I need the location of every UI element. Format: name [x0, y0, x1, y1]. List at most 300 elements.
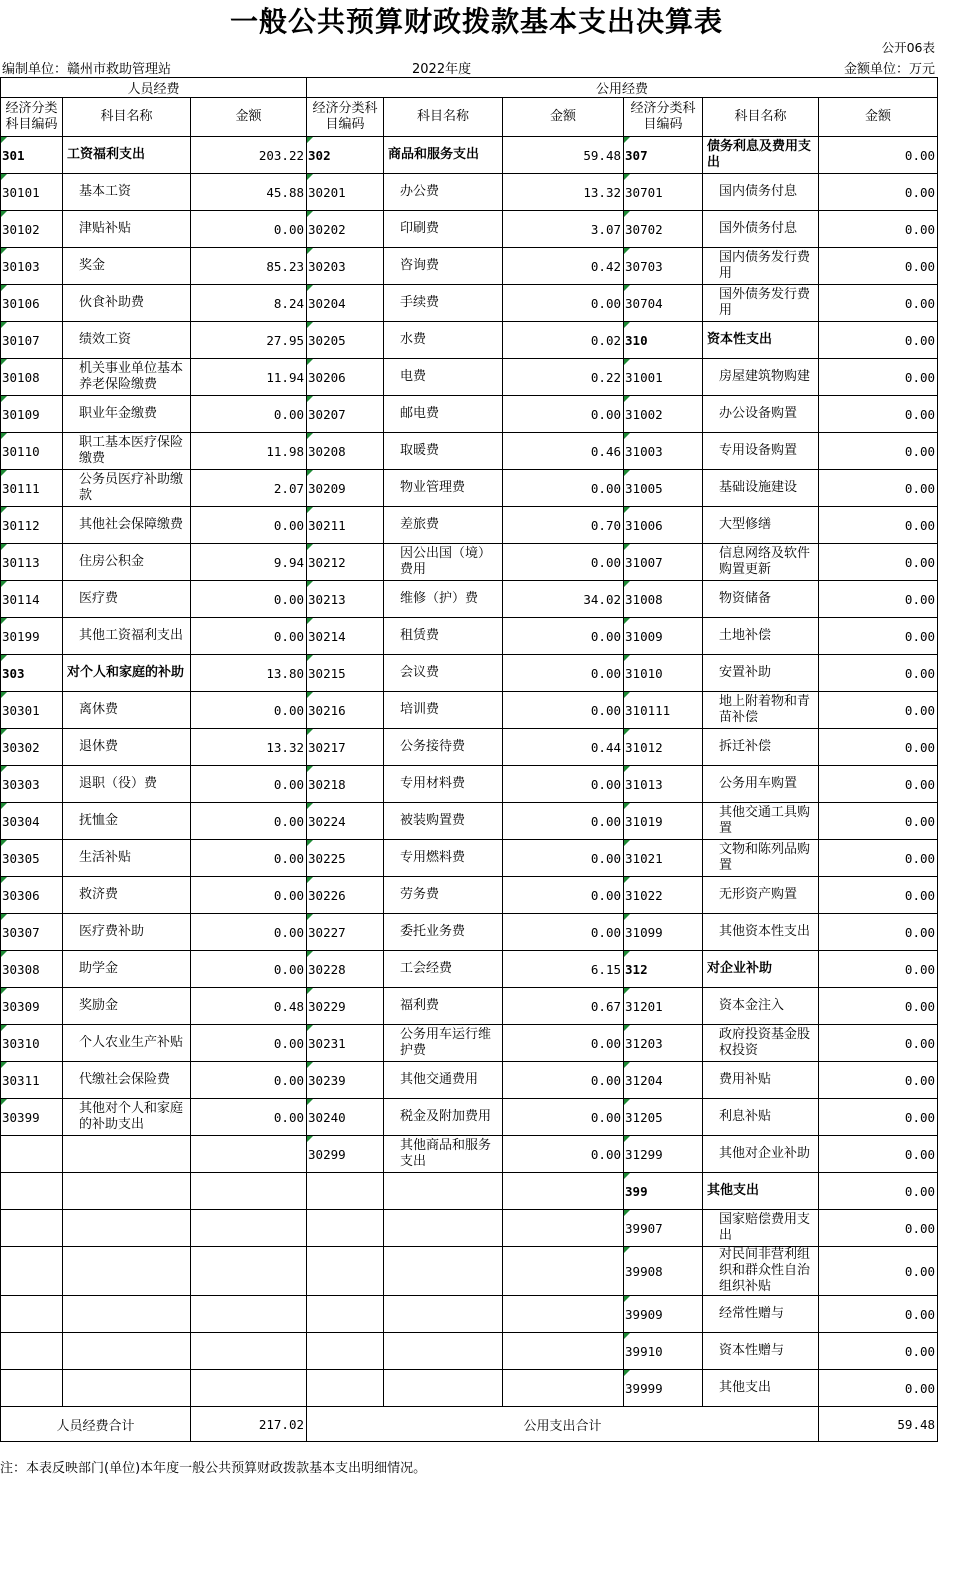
economic-code-cell: 39908	[624, 1247, 703, 1296]
amount-cell: 0.00	[191, 211, 307, 248]
item-name-cell	[384, 1333, 503, 1370]
table-row	[1, 211, 938, 248]
economic-code-cell: 30211	[307, 507, 384, 544]
item-name-cell: 其他商品和服务支出	[384, 1136, 503, 1173]
amount-cell: 0.00	[191, 507, 307, 544]
amount-cell: 0.00	[191, 1062, 307, 1099]
item-name-cell	[63, 1247, 191, 1296]
item-name-cell	[384, 1247, 503, 1296]
amount-cell: 0.00	[819, 914, 938, 951]
amount-cell: 0.00	[503, 655, 624, 692]
amount-cell: 0.00	[191, 396, 307, 433]
economic-code-cell	[1, 1173, 63, 1210]
table-row	[1, 507, 938, 544]
economic-code-cell: 30240	[307, 1099, 384, 1136]
item-name-cell: 工资福利支出	[63, 137, 191, 174]
item-name-cell: 助学金	[63, 951, 191, 988]
amount-cell: 0.70	[503, 507, 624, 544]
economic-code-cell: 30227	[307, 914, 384, 951]
table-row	[1, 803, 938, 840]
item-name-cell: 经常性赠与	[703, 1296, 819, 1333]
economic-code-cell: 30209	[307, 470, 384, 507]
amount-cell: 0.00	[819, 1025, 938, 1062]
item-name-cell: 信息网络及软件购置更新	[703, 544, 819, 581]
item-name-cell: 基础设施建设	[703, 470, 819, 507]
amount-cell: 11.94	[191, 359, 307, 396]
report-meta	[0, 56, 953, 76]
item-name-cell: 其他对个人和家庭的补助支出	[63, 1099, 191, 1136]
economic-code-cell: 301	[1, 137, 63, 174]
item-name-cell: 医疗费补助	[63, 914, 191, 951]
amount-cell: 0.00	[191, 581, 307, 618]
amount-cell: 0.00	[503, 618, 624, 655]
economic-code-cell: 30208	[307, 433, 384, 470]
table-row	[1, 951, 938, 988]
item-name-cell: 奖金	[63, 248, 191, 285]
item-name-cell: 租赁费	[384, 618, 503, 655]
economic-code-cell: 30226	[307, 877, 384, 914]
table-row	[1, 988, 938, 1025]
table-row	[1, 1210, 938, 1247]
table-row	[1, 544, 938, 581]
item-name-cell: 委托业务费	[384, 914, 503, 951]
economic-code-cell	[1, 1333, 63, 1370]
item-name-cell: 资本金注入	[703, 988, 819, 1025]
item-name-cell: 退职（役）费	[63, 766, 191, 803]
item-name-cell: 公务员医疗补助缴款	[63, 470, 191, 507]
amount-cell: 0.00	[819, 1210, 938, 1247]
item-name-cell: 房屋建筑物购建	[703, 359, 819, 396]
economic-code-cell	[307, 1370, 384, 1407]
item-name-cell: 电费	[384, 359, 503, 396]
economic-code-cell: 30399	[1, 1099, 63, 1136]
item-name-cell: 其他支出	[703, 1173, 819, 1210]
item-name-cell: 维修（护）费	[384, 581, 503, 618]
amount-cell: 0.00	[819, 877, 938, 914]
item-name-cell: 资本性赠与	[703, 1333, 819, 1370]
amount-cell: 85.23	[191, 248, 307, 285]
economic-code-cell: 30216	[307, 692, 384, 729]
table-row	[1, 396, 938, 433]
economic-code-cell: 30215	[307, 655, 384, 692]
economic-code-cell: 30231	[307, 1025, 384, 1062]
item-name-cell	[384, 1210, 503, 1247]
economic-code-cell: 30304	[1, 803, 63, 840]
item-name-cell: 对企业补助	[703, 951, 819, 988]
item-name-cell: 其他支出	[703, 1370, 819, 1407]
economic-code-cell: 30302	[1, 729, 63, 766]
item-name-cell: 其他交通费用	[384, 1062, 503, 1099]
amount-cell: 0.00	[503, 1099, 624, 1136]
item-name-cell: 水费	[384, 322, 503, 359]
item-name-cell: 离休费	[63, 692, 191, 729]
amount-cell: 0.46	[503, 433, 624, 470]
amount-cell	[503, 1296, 624, 1333]
amount-cell: 0.00	[819, 507, 938, 544]
table-row	[1, 1062, 938, 1099]
amount-unit: 金额单位：万元	[843, 62, 935, 77]
economic-code-cell: 30203	[307, 248, 384, 285]
item-name-cell: 其他对企业补助	[703, 1136, 819, 1173]
amount-cell: 13.80	[191, 655, 307, 692]
amount-cell: 59.48	[503, 137, 624, 174]
item-name-cell: 办公设备购置	[703, 396, 819, 433]
economic-code-cell: 31009	[624, 618, 703, 655]
economic-code-cell: 30206	[307, 359, 384, 396]
amount-cell: 0.02	[503, 322, 624, 359]
item-name-cell: 绩效工资	[63, 322, 191, 359]
amount-cell	[191, 1296, 307, 1333]
economic-code-cell: 310111	[624, 692, 703, 729]
item-name-cell: 邮电费	[384, 396, 503, 433]
header-amount: 金额	[503, 98, 624, 137]
amount-cell: 0.00	[819, 729, 938, 766]
economic-code-cell: 31019	[624, 803, 703, 840]
economic-code-cell: 30224	[307, 803, 384, 840]
amount-cell: 0.00	[503, 692, 624, 729]
amount-cell: 0.00	[819, 655, 938, 692]
amount-cell	[191, 1173, 307, 1210]
amount-cell: 0.67	[503, 988, 624, 1025]
amount-cell	[503, 1247, 624, 1296]
item-name-cell: 债务利息及费用支出	[703, 137, 819, 174]
economic-code-cell: 30205	[307, 322, 384, 359]
item-name-cell: 对民间非营利组织和群众性自治组织补贴	[703, 1247, 819, 1296]
economic-code-cell: 30110	[1, 433, 63, 470]
economic-code-cell	[307, 1333, 384, 1370]
item-name-cell: 国内债务发行费用	[703, 248, 819, 285]
amount-cell	[191, 1136, 307, 1173]
amount-cell: 0.00	[191, 840, 307, 877]
economic-code-cell: 30102	[1, 211, 63, 248]
amount-cell: 0.00	[819, 951, 938, 988]
amount-cell: 0.00	[191, 803, 307, 840]
amount-cell: 0.00	[819, 1247, 938, 1296]
economic-code-cell: 30199	[1, 618, 63, 655]
totals-row	[1, 1407, 938, 1442]
amount-cell: 13.32	[191, 729, 307, 766]
personnel-total-label: 人员经费合计	[1, 1407, 191, 1442]
amount-cell: 34.02	[503, 581, 624, 618]
amount-cell: 0.00	[191, 877, 307, 914]
table-row	[1, 137, 938, 174]
economic-code-cell: 30101	[1, 174, 63, 211]
amount-cell: 11.98	[191, 433, 307, 470]
economic-code-cell: 30214	[307, 618, 384, 655]
item-name-cell: 其他工资福利支出	[63, 618, 191, 655]
item-name-cell: 资本性支出	[703, 322, 819, 359]
header-name: 科目名称	[703, 98, 819, 137]
item-name-cell	[63, 1296, 191, 1333]
amount-cell: 0.00	[503, 877, 624, 914]
item-name-cell: 公务用车购置	[703, 766, 819, 803]
table-row	[1, 655, 938, 692]
item-name-cell: 奖励金	[63, 988, 191, 1025]
item-name-cell: 差旅费	[384, 507, 503, 544]
economic-code-cell: 31003	[624, 433, 703, 470]
header-name: 科目名称	[63, 98, 191, 137]
amount-cell: 0.00	[503, 1136, 624, 1173]
table-row	[1, 174, 938, 211]
economic-code-cell	[307, 1210, 384, 1247]
economic-code-cell	[1, 1136, 63, 1173]
header-amount: 金额	[191, 98, 307, 137]
amount-cell: 0.00	[503, 396, 624, 433]
item-name-cell: 土地补偿	[703, 618, 819, 655]
amount-cell: 0.00	[503, 285, 624, 322]
item-name-cell	[63, 1333, 191, 1370]
economic-code-cell: 31010	[624, 655, 703, 692]
amount-cell: 0.00	[819, 1099, 938, 1136]
economic-code-cell: 307	[624, 137, 703, 174]
economic-code-cell: 30239	[307, 1062, 384, 1099]
item-name-cell: 被装购置费	[384, 803, 503, 840]
item-name-cell: 国外债务付息	[703, 211, 819, 248]
item-name-cell: 福利费	[384, 988, 503, 1025]
item-name-cell: 培训费	[384, 692, 503, 729]
item-name-cell: 手续费	[384, 285, 503, 322]
item-name-cell: 救济费	[63, 877, 191, 914]
economic-code-cell: 30703	[624, 248, 703, 285]
fiscal-year: 2022年度	[412, 62, 472, 77]
item-name-cell: 专用设备购置	[703, 433, 819, 470]
public-total-label: 公用支出合计	[307, 1407, 819, 1442]
table-row	[1, 1296, 938, 1333]
amount-cell: 0.00	[819, 803, 938, 840]
economic-code-cell: 312	[624, 951, 703, 988]
amount-cell: 0.00	[503, 803, 624, 840]
economic-code-cell: 31005	[624, 470, 703, 507]
amount-cell: 27.95	[191, 322, 307, 359]
header-code: 经济分类科目编码	[624, 98, 703, 137]
amount-cell	[191, 1247, 307, 1296]
item-name-cell: 基本工资	[63, 174, 191, 211]
economic-code-cell: 30201	[307, 174, 384, 211]
economic-code-cell: 30303	[1, 766, 63, 803]
item-name-cell: 印刷费	[384, 211, 503, 248]
amount-cell: 0.42	[503, 248, 624, 285]
economic-code-cell: 30306	[1, 877, 63, 914]
amount-cell: 0.00	[503, 914, 624, 951]
item-name-cell: 因公出国（境）费用	[384, 544, 503, 581]
item-name-cell: 拆迁补偿	[703, 729, 819, 766]
amount-cell: 0.00	[819, 1370, 938, 1407]
amount-cell: 0.00	[819, 433, 938, 470]
economic-code-cell: 30217	[307, 729, 384, 766]
economic-code-cell: 399	[624, 1173, 703, 1210]
table-row	[1, 470, 938, 507]
economic-code-cell	[1, 1296, 63, 1333]
table-row	[1, 1025, 938, 1062]
economic-code-cell: 30113	[1, 544, 63, 581]
amount-cell: 0.00	[819, 470, 938, 507]
item-name-cell: 生活补贴	[63, 840, 191, 877]
amount-cell: 203.22	[191, 137, 307, 174]
item-name-cell: 个人农业生产补贴	[63, 1025, 191, 1062]
economic-code-cell: 31022	[624, 877, 703, 914]
economic-code-cell: 39907	[624, 1210, 703, 1247]
amount-cell: 0.00	[819, 544, 938, 581]
amount-cell: 0.00	[191, 766, 307, 803]
economic-code-cell: 39910	[624, 1333, 703, 1370]
economic-code-cell	[307, 1247, 384, 1296]
item-name-cell: 无形资产购置	[703, 877, 819, 914]
item-name-cell: 地上附着物和青苗补偿	[703, 692, 819, 729]
report-title: 一般公共预算财政拨款基本支出决算表	[229, 5, 723, 38]
amount-cell: 0.00	[503, 1025, 624, 1062]
amount-cell: 0.00	[819, 322, 938, 359]
item-name-cell: 大型修缮	[703, 507, 819, 544]
item-name-cell: 专用材料费	[384, 766, 503, 803]
item-name-cell: 机关事业单位基本养老保险缴费	[63, 359, 191, 396]
table-row	[1, 729, 938, 766]
item-name-cell: 办公费	[384, 174, 503, 211]
item-name-cell: 政府投资基金股权投资	[703, 1025, 819, 1062]
amount-cell: 0.00	[819, 1062, 938, 1099]
amount-cell: 0.00	[819, 248, 938, 285]
item-name-cell: 职工基本医疗保险缴费	[63, 433, 191, 470]
economic-code-cell: 31012	[624, 729, 703, 766]
economic-code-cell: 30107	[1, 322, 63, 359]
amount-cell	[191, 1370, 307, 1407]
economic-code-cell: 31201	[624, 988, 703, 1025]
public-total-amount: 59.48	[819, 1407, 938, 1442]
personnel-total-amount: 217.02	[191, 1407, 307, 1442]
amount-cell: 0.22	[503, 359, 624, 396]
economic-code-cell: 30309	[1, 988, 63, 1025]
item-name-cell: 对个人和家庭的补助	[63, 655, 191, 692]
amount-cell	[503, 1333, 624, 1370]
amount-cell: 0.00	[503, 544, 624, 581]
economic-code-cell: 31002	[624, 396, 703, 433]
economic-code-cell: 31299	[624, 1136, 703, 1173]
table-row	[1, 1333, 938, 1370]
amount-cell: 0.00	[503, 840, 624, 877]
table-row	[1, 322, 938, 359]
economic-code-cell	[307, 1296, 384, 1333]
amount-cell: 45.88	[191, 174, 307, 211]
amount-cell: 0.00	[819, 1333, 938, 1370]
economic-code-cell: 30311	[1, 1062, 63, 1099]
amount-cell	[191, 1210, 307, 1247]
amount-cell: 0.00	[191, 951, 307, 988]
item-name-cell: 其他资本性支出	[703, 914, 819, 951]
amount-cell: 0.00	[819, 359, 938, 396]
table-row	[1, 285, 938, 322]
economic-code-cell: 30704	[624, 285, 703, 322]
item-name-cell: 国外债务发行费用	[703, 285, 819, 322]
item-name-cell	[63, 1370, 191, 1407]
item-name-cell: 国家赔偿费用支出	[703, 1210, 819, 1247]
amount-cell: 0.00	[819, 988, 938, 1025]
item-name-cell: 文物和陈列品购置	[703, 840, 819, 877]
economic-code-cell	[1, 1210, 63, 1247]
table-row	[1, 581, 938, 618]
table-row	[1, 692, 938, 729]
amount-cell: 0.00	[191, 1099, 307, 1136]
table-row	[1, 433, 938, 470]
economic-code-cell: 31006	[624, 507, 703, 544]
item-name-cell: 费用补贴	[703, 1062, 819, 1099]
amount-cell: 0.00	[503, 1062, 624, 1099]
economic-code-cell: 30207	[307, 396, 384, 433]
item-name-cell: 咨询费	[384, 248, 503, 285]
amount-cell	[503, 1210, 624, 1247]
economic-code-cell: 303	[1, 655, 63, 692]
amount-cell: 13.32	[503, 174, 624, 211]
item-name-cell: 国内债务付息	[703, 174, 819, 211]
amount-cell: 0.00	[819, 285, 938, 322]
amount-cell: 0.48	[191, 988, 307, 1025]
item-name-cell: 职业年金缴费	[63, 396, 191, 433]
amount-cell: 0.00	[819, 618, 938, 655]
economic-code-cell: 30212	[307, 544, 384, 581]
sheet-number: 公开06表	[881, 40, 935, 55]
table-row	[1, 840, 938, 877]
item-name-cell: 物业管理费	[384, 470, 503, 507]
item-name-cell: 住房公积金	[63, 544, 191, 581]
amount-cell: 0.00	[191, 692, 307, 729]
amount-cell: 0.00	[191, 618, 307, 655]
economic-code-cell: 30106	[1, 285, 63, 322]
economic-code-cell: 30103	[1, 248, 63, 285]
table-row	[1, 1099, 938, 1136]
item-name-cell: 公务接待费	[384, 729, 503, 766]
item-name-cell: 税金及附加费用	[384, 1099, 503, 1136]
table-row	[1, 618, 938, 655]
item-name-cell	[384, 1370, 503, 1407]
economic-code-cell: 30307	[1, 914, 63, 951]
economic-code-cell: 30111	[1, 470, 63, 507]
economic-code-cell: 30301	[1, 692, 63, 729]
amount-cell: 8.24	[191, 285, 307, 322]
economic-code-cell: 39909	[624, 1296, 703, 1333]
economic-code-cell: 30225	[307, 840, 384, 877]
economic-code-cell: 30228	[307, 951, 384, 988]
table-row	[1, 1173, 938, 1210]
amount-cell: 0.00	[819, 137, 938, 174]
economic-code-cell: 30308	[1, 951, 63, 988]
economic-code-cell: 31204	[624, 1062, 703, 1099]
economic-code-cell: 30213	[307, 581, 384, 618]
economic-code-cell: 30305	[1, 840, 63, 877]
group-public: 公用经费	[307, 78, 938, 98]
economic-code-cell: 30701	[624, 174, 703, 211]
amount-cell: 0.00	[819, 840, 938, 877]
amount-cell: 3.07	[503, 211, 624, 248]
amount-cell: 0.00	[819, 1136, 938, 1173]
amount-cell: 0.00	[819, 766, 938, 803]
economic-code-cell: 30218	[307, 766, 384, 803]
amount-cell	[191, 1333, 307, 1370]
economic-code-cell	[307, 1173, 384, 1210]
economic-code-cell: 30299	[307, 1136, 384, 1173]
amount-cell: 0.00	[503, 470, 624, 507]
amount-cell: 0.00	[503, 766, 624, 803]
item-name-cell: 津贴补贴	[63, 211, 191, 248]
table-row	[1, 248, 938, 285]
economic-code-cell: 30204	[307, 285, 384, 322]
economic-code-cell: 31203	[624, 1025, 703, 1062]
economic-code-cell	[1, 1247, 63, 1296]
table-row	[1, 766, 938, 803]
economic-code-cell: 39999	[624, 1370, 703, 1407]
item-name-cell: 其他社会保障缴费	[63, 507, 191, 544]
footnote: 注：本表反映部门(单位)本年度一般公共预算财政拨款基本支出明细情况。	[0, 1461, 427, 1476]
group-personnel: 人员经费	[1, 78, 307, 98]
amount-cell: 0.44	[503, 729, 624, 766]
economic-code-cell: 30702	[624, 211, 703, 248]
